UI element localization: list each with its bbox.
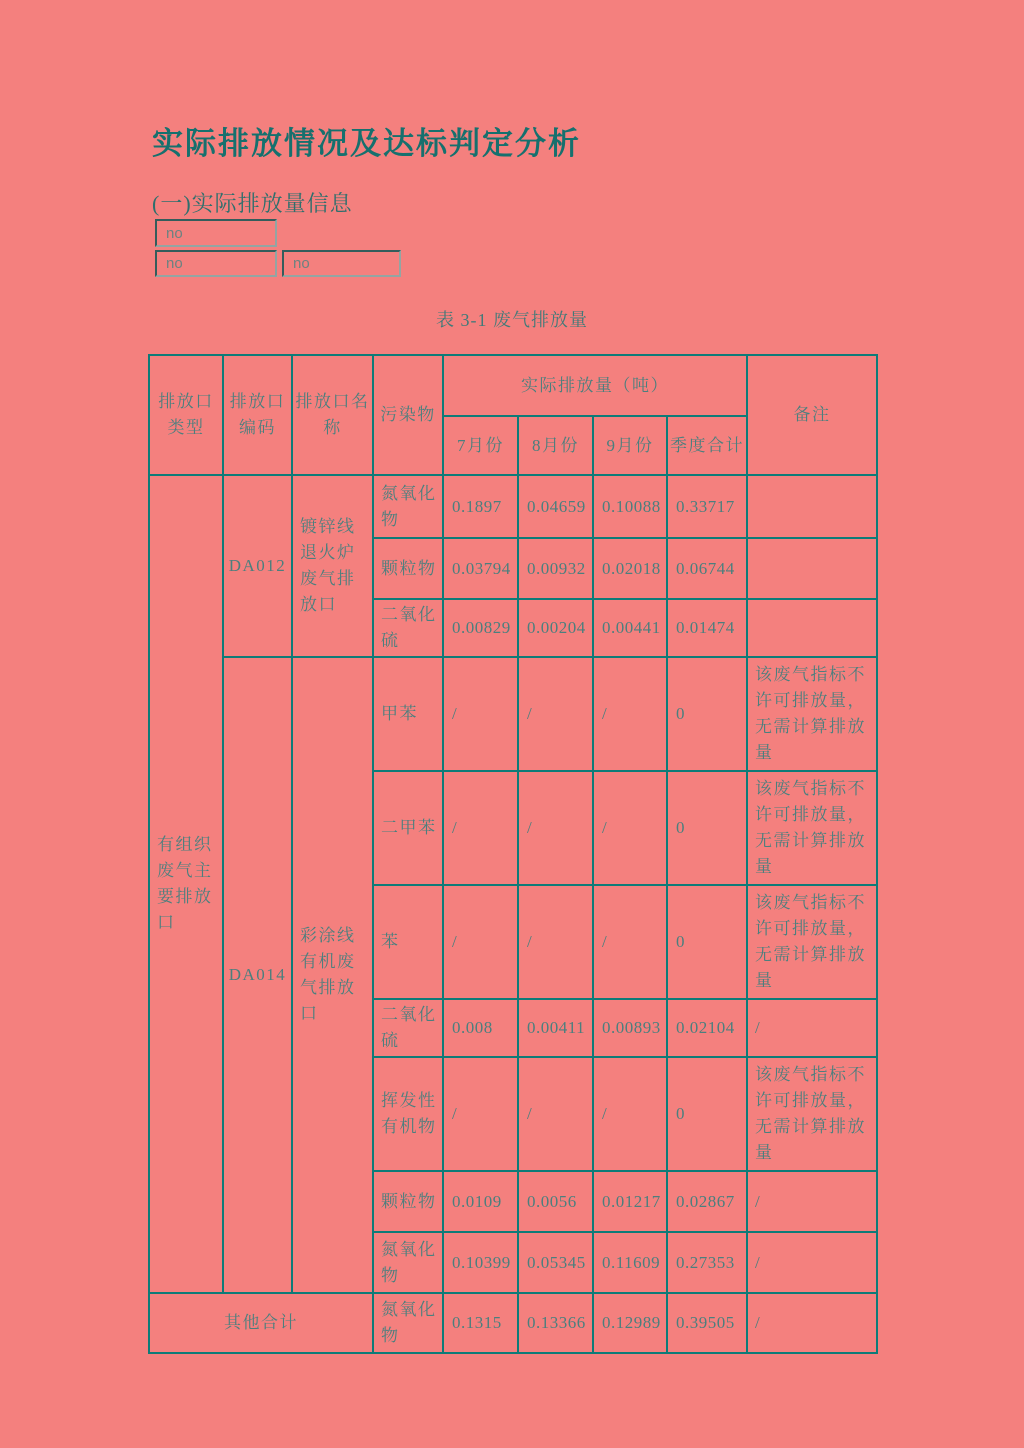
emissions-table — [148, 354, 878, 1354]
value-september-cell: 0.10088 — [593, 475, 667, 538]
value-total-cell: 0.27353 — [667, 1232, 747, 1293]
input-field-3[interactable]: no — [282, 250, 401, 277]
value-july-cell: / — [443, 1057, 518, 1171]
header-august: 8月份 — [518, 416, 593, 475]
pollutant-cell: 氮氧化物 — [373, 475, 443, 538]
value-september-cell: / — [593, 885, 667, 999]
value-september-cell: 0.12989 — [593, 1293, 667, 1353]
pollutant-cell: 挥发性有机物 — [373, 1057, 443, 1171]
header-outlet-type: 排放口类型 — [149, 355, 223, 475]
value-september-cell: / — [593, 1057, 667, 1171]
remark-cell — [747, 475, 877, 538]
value-total-cell: 0.02867 — [667, 1171, 747, 1232]
header-actual-emission: 实际排放量（吨） — [443, 355, 747, 416]
input-field-2[interactable]: no — [155, 250, 277, 277]
header-remark: 备注 — [747, 355, 877, 475]
remark-cell: / — [747, 999, 877, 1057]
header-september: 9月份 — [593, 416, 667, 475]
value-july-cell: 0.1897 — [443, 475, 518, 538]
value-july-cell: 0.0109 — [443, 1171, 518, 1232]
value-august-cell: 0.00411 — [518, 999, 593, 1057]
pollutant-cell: 氮氧化物 — [373, 1232, 443, 1293]
value-july-cell: 0.10399 — [443, 1232, 518, 1293]
value-july-cell: / — [443, 771, 518, 885]
value-total-cell: 0.01474 — [667, 599, 747, 657]
value-total-cell: 0 — [667, 885, 747, 999]
outlet-code-cell: DA014 — [223, 657, 292, 1293]
value-september-cell: / — [593, 657, 667, 771]
footer-label-cell: 其他合计 — [149, 1293, 373, 1353]
outlet-code-cell: DA012 — [223, 475, 292, 657]
value-august-cell: / — [518, 1057, 593, 1171]
pollutant-cell: 颗粒物 — [373, 1171, 443, 1232]
pollutant-cell: 苯 — [373, 885, 443, 999]
remark-cell: / — [747, 1293, 877, 1353]
value-total-cell: 0.06744 — [667, 538, 747, 599]
table-caption: 表 3-1 废气排放量 — [436, 310, 588, 330]
value-august-cell: 0.00204 — [518, 599, 593, 657]
value-total-cell: 0.39505 — [667, 1293, 747, 1353]
value-august-cell: / — [518, 885, 593, 999]
header-outlet-name: 排放口名称 — [292, 355, 373, 475]
remark-cell: 该废气指标不许可排放量，无需计算排放量 — [747, 657, 877, 771]
value-september-cell: 0.11609 — [593, 1232, 667, 1293]
value-august-cell: 0.05345 — [518, 1232, 593, 1293]
remark-cell: 该废气指标不许可排放量，无需计算排放量 — [747, 1057, 877, 1171]
value-september-cell: 0.00893 — [593, 999, 667, 1057]
value-august-cell: 0.13366 — [518, 1293, 593, 1353]
remark-cell: 该废气指标不许可排放量，无需计算排放量 — [747, 885, 877, 999]
header-outlet-code: 排放口编码 — [223, 355, 292, 475]
pollutant-cell: 二氧化硫 — [373, 599, 443, 657]
remark-cell: 该废气指标不许可排放量，无需计算排放量 — [747, 771, 877, 885]
value-september-cell: / — [593, 771, 667, 885]
section-heading: (一)实际排放量信息 — [152, 191, 353, 216]
value-september-cell: 0.01217 — [593, 1171, 667, 1232]
value-july-cell: 0.03794 — [443, 538, 518, 599]
value-august-cell: 0.0056 — [518, 1171, 593, 1232]
input-field-1[interactable]: no — [155, 219, 277, 247]
value-august-cell: 0.04659 — [518, 475, 593, 538]
value-july-cell: 0.00829 — [443, 599, 518, 657]
pollutant-cell: 二甲苯 — [373, 771, 443, 885]
outlet-name-cell: 镀锌线退火炉废气排放口 — [292, 475, 373, 657]
value-september-cell: 0.02018 — [593, 538, 667, 599]
remark-cell — [747, 538, 877, 599]
value-august-cell: / — [518, 771, 593, 885]
value-august-cell: / — [518, 657, 593, 771]
outlet-type-cell: 有组织废气主要排放口 — [149, 475, 223, 1293]
remark-cell — [747, 599, 877, 657]
value-total-cell: 0 — [667, 771, 747, 885]
remark-cell: / — [747, 1171, 877, 1232]
value-july-cell: 0.008 — [443, 999, 518, 1057]
value-total-cell: 0 — [667, 1057, 747, 1171]
outlet-name-cell: 彩涂线有机废气排放口 — [292, 657, 373, 1293]
value-july-cell: / — [443, 657, 518, 771]
value-total-cell: 0.02104 — [667, 999, 747, 1057]
value-total-cell: 0.33717 — [667, 475, 747, 538]
pollutant-cell: 氮氧化物 — [373, 1293, 443, 1353]
header-july: 7月份 — [443, 416, 518, 475]
value-september-cell: 0.00441 — [593, 599, 667, 657]
header-pollutant: 污染物 — [373, 355, 443, 475]
pollutant-cell: 甲苯 — [373, 657, 443, 771]
value-july-cell: / — [443, 885, 518, 999]
value-july-cell: 0.1315 — [443, 1293, 518, 1353]
header-quarter-total: 季度合计 — [667, 416, 747, 475]
value-total-cell: 0 — [667, 657, 747, 771]
value-august-cell: 0.00932 — [518, 538, 593, 599]
page-title: 实际排放情况及达标判定分析 — [152, 126, 581, 161]
pollutant-cell: 二氧化硫 — [373, 999, 443, 1057]
remark-cell: / — [747, 1232, 877, 1293]
pollutant-cell: 颗粒物 — [373, 538, 443, 599]
